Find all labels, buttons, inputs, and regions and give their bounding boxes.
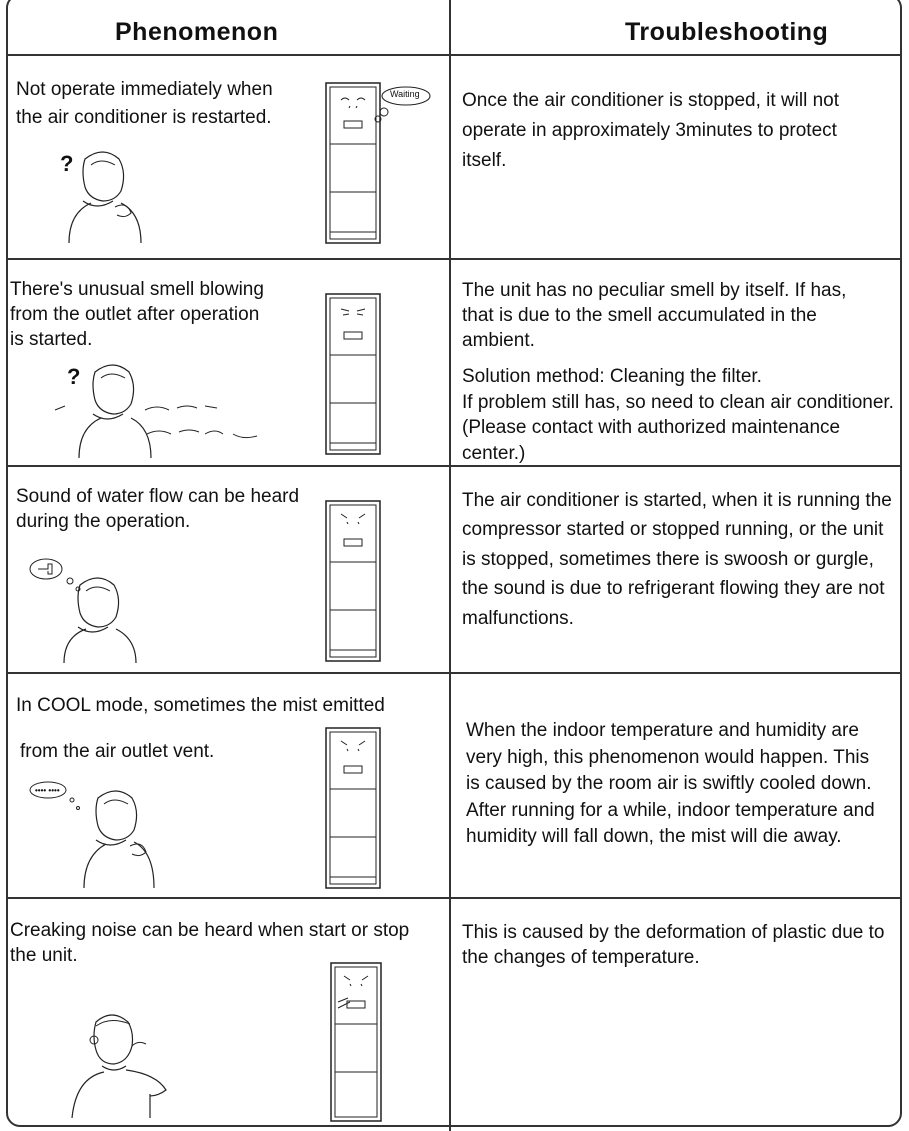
row-4-phenomenon-line-1: In COOL mode, sometimes the mist emitted <box>16 695 385 716</box>
misty-woman-illustration <box>28 778 178 890</box>
smelling-woman-illustration <box>55 360 275 460</box>
row-divider <box>6 258 902 260</box>
row-2-solution: Solution method: Cleaning the filter. If problem still has, so need to clean air conditioner. (Please contact with authorized maintenance center.) <box>462 366 894 464</box>
air-conditioner-illustration <box>330 962 382 1122</box>
svg-text:?: ? <box>60 151 74 176</box>
header-troubleshooting: Troubleshooting <box>625 18 829 46</box>
air-conditioner-illustration <box>325 500 381 662</box>
thinking-man-illustration <box>68 1008 178 1120</box>
waiting-bubble-text: Waiting <box>390 89 420 99</box>
header-phenomenon: Phenomenon <box>115 18 279 46</box>
row-4-phenomenon-line-2: from the air outlet vent. <box>20 741 215 762</box>
row-5-phenomenon: Creaking noise can be heard when start or stop the unit. <box>10 920 410 967</box>
row-2-troubleshooting: The unit has no peculiar smell by itself. If has, that is due to the smell accumulated in the ambient. <box>462 280 847 352</box>
column-divider <box>449 0 451 1131</box>
listening-woman-illustration <box>28 555 148 665</box>
header-divider <box>6 54 902 56</box>
svg-text:?: ? <box>67 364 81 389</box>
row-1-phenomenon: Not operate immediately when the air conditioner is restarted. <box>16 79 273 128</box>
air-conditioner-illustration <box>325 293 381 455</box>
row-2-phenomenon: There's unusual smell blowing from the outlet after operation is started. <box>10 279 264 351</box>
air-conditioner-illustration <box>325 727 381 889</box>
row-1-troubleshooting: Once the air conditioner is stopped, it will not operate in approximately 3minutes to protect itself. <box>462 90 840 172</box>
row-divider <box>6 897 902 899</box>
row-3-troubleshooting: The air conditioner is started, when it is running the compressor started or stopped running, or the unit is stopped, sometimes there is swoosh or gurgle, the sound is due to refrigerant flowing they are not malfunctions. <box>462 490 892 629</box>
row-divider <box>6 672 902 674</box>
row-4-troubleshooting: When the indoor temperature and humidity are very high, this phenomenon would happen. This is caused by the room air is swiftly cooled down. After running for a while, indoor temperature and humidity will fall down, the mist will die away. <box>466 720 875 848</box>
svg-text:•••• ••••: •••• •••• <box>35 786 60 795</box>
row-3-phenomenon: Sound of water flow can be heard during the operation. <box>16 486 300 533</box>
row-5-troubleshooting: This is caused by the deformation of plastic due to the changes of temperature. <box>462 922 885 969</box>
confused-woman-illustration <box>55 145 155 245</box>
